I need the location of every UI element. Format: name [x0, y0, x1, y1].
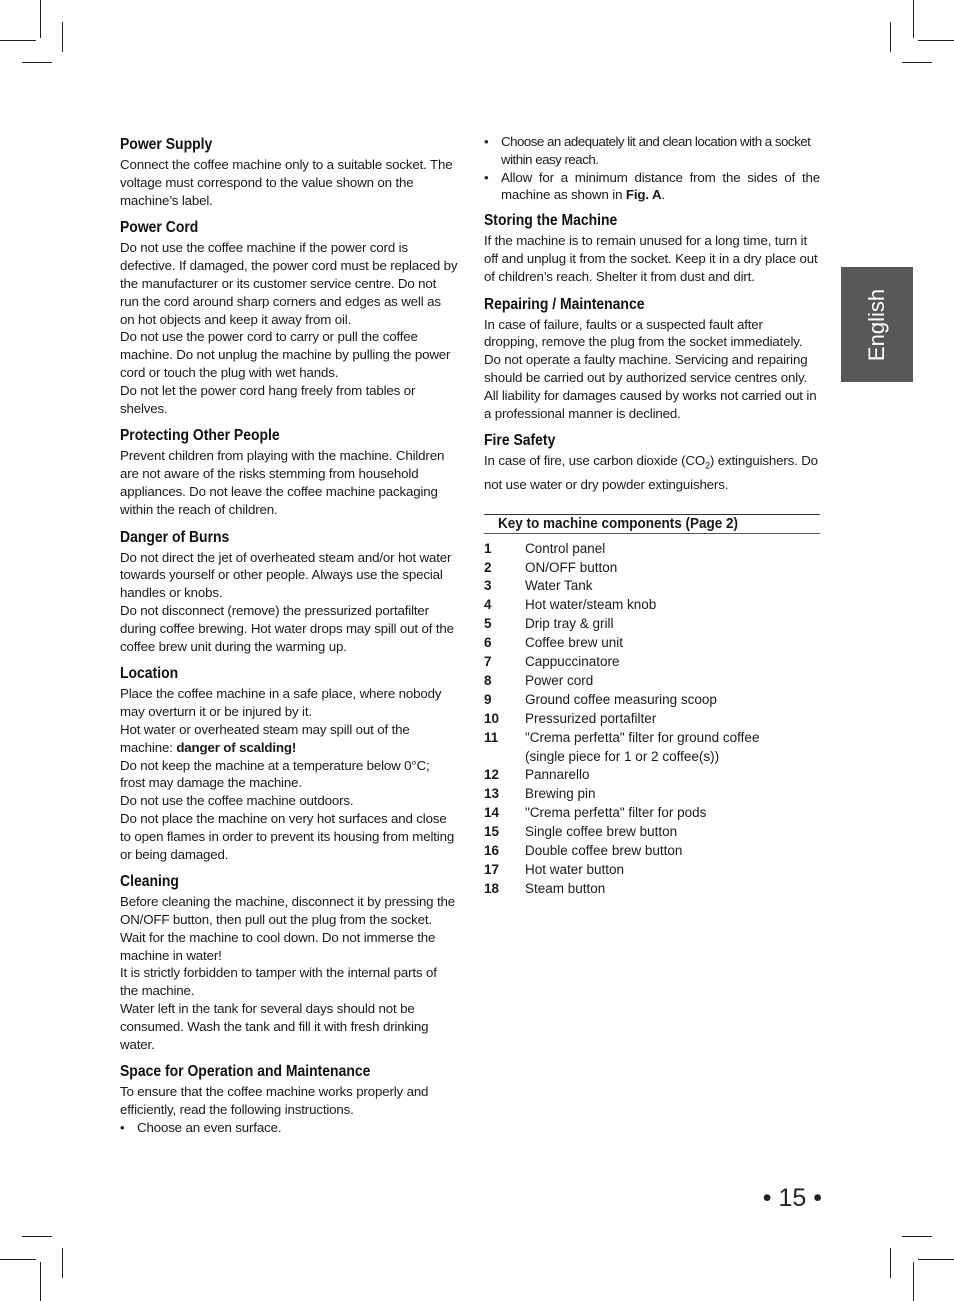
- item-number: 17: [484, 862, 500, 878]
- left-column: [120, 136, 458, 1147]
- crop-mark: [40, 0, 41, 38]
- bullet-text: Allow for a minimum distance from the sides of the machine as shown in: [501, 169, 820, 203]
- list-item: [484, 861, 820, 880]
- list-item: [484, 766, 820, 785]
- subscript: 2: [705, 461, 710, 472]
- item-number: 3: [484, 578, 492, 594]
- item-label: Single coffee brew button: [525, 824, 678, 840]
- paragraph-text: Hot water or overheated steam may spill out of the machine:: [120, 721, 410, 755]
- crop-mark: [0, 40, 36, 41]
- crop-mark: [913, 1262, 914, 1301]
- crop-mark: [22, 62, 52, 63]
- item-label: Steam button: [525, 880, 606, 896]
- item-label: ON/OFF button: [525, 559, 618, 575]
- item-number: 6: [484, 635, 492, 651]
- section-heading: Danger of Burns: [120, 528, 230, 546]
- item-number: 11: [484, 729, 499, 745]
- item-label: "Crema perfetta" filter for pods: [525, 805, 707, 821]
- bullet-text: Choose an adequately lit and clean location with a socket within easy reach.: [501, 134, 811, 167]
- section-heading: Fire Safety: [484, 432, 556, 450]
- section-danger-of-burns: [120, 529, 458, 656]
- item-number: 8: [484, 672, 492, 688]
- section-location: [120, 665, 458, 863]
- list-item: [484, 540, 820, 559]
- bullet-dot: •: [484, 169, 489, 185]
- paragraph: If the machine is to remain unused for a long time, turn it off and unplug it from the socket. Keep it in a dry place out of children’s reach. Shelter it from dust and dirt.: [484, 233, 818, 284]
- list-item: [484, 653, 820, 672]
- warning-text: danger of scalding!: [176, 739, 297, 755]
- paragraph-text: ) extinguishers. Do not use water or dry powder extinguishers.: [484, 453, 818, 492]
- list-item: [484, 748, 820, 767]
- language-label: English: [864, 288, 889, 361]
- section-repairing-maintenance: [484, 296, 820, 423]
- bullet-item: [484, 133, 820, 169]
- section-heading: Location: [120, 665, 179, 683]
- paragraph-text: In case of fire, use carbon dioxide (CO: [484, 453, 706, 469]
- item-number: 4: [484, 597, 492, 613]
- crop-mark: [22, 1236, 52, 1237]
- item-label: "Crema perfetta" filter for ground coffee: [525, 729, 760, 745]
- section-protecting-other-people: [120, 427, 458, 518]
- right-column: [484, 133, 820, 899]
- section-heading: Power Supply: [120, 136, 213, 153]
- crop-mark: [902, 1236, 932, 1237]
- item-label: Cappuccinatore: [525, 654, 620, 670]
- bullet-text: Choose an even surface.: [137, 1120, 282, 1136]
- list-item: [484, 785, 820, 804]
- section-heading: Protecting Other People: [120, 427, 280, 445]
- list-item: [484, 577, 820, 596]
- paragraph: In case of failure, faults or a suspected fault after dropping, remove the plug from the socket immediately. Do not operate a faulty machine. Servicing and repairing should be carried out by authorized service centres only. All liability for damages caused by works not carried out in a professional manner is declined.: [484, 316, 817, 421]
- paragraph: To ensure that the coffee machine works properly and efficiently, read the following instructions.: [120, 1084, 429, 1118]
- item-label: Brewing pin: [525, 786, 596, 802]
- paragraph: [120, 721, 458, 757]
- bullet-text-end: .: [661, 187, 665, 203]
- item-number: 1: [484, 540, 492, 556]
- item-number: 12: [484, 767, 500, 783]
- list-item: [484, 729, 820, 748]
- figure-reference: Fig. A: [625, 187, 662, 203]
- section-storing-the-machine: [484, 212, 820, 285]
- crop-mark: [918, 40, 954, 41]
- bullet-item: [120, 1119, 458, 1137]
- item-number: 14: [484, 805, 500, 821]
- item-label: Pannarello: [525, 767, 590, 783]
- paragraph: Do not use the coffee machine if the power cord is defective. If damaged, the power cord must be replaced by the manufacturer or its customer service centre. Do not run the cord around sharp corners and edges as well as on hot objects and keep it away from oil.: [120, 240, 458, 327]
- item-label: Double coffee brew button: [525, 843, 683, 859]
- paragraph: Connect the coffee machine only to a suitable socket. The voltage must correspond to the value shown on the machine’s label.: [120, 157, 453, 208]
- paragraph: Do not place the machine on very hot surfaces and close to open flames in order to prevent its housing from melting or being damaged.: [120, 810, 455, 862]
- language-tab: [841, 267, 913, 382]
- list-item: [484, 842, 820, 861]
- crop-mark: [62, 22, 63, 52]
- list-item: [484, 615, 820, 634]
- paragraph: Do not use the coffee machine outdoors.: [120, 793, 354, 809]
- list-item: [484, 880, 820, 899]
- page-number: • 15 •: [762, 1184, 822, 1212]
- section-power-supply: [120, 136, 458, 209]
- item-label: (single piece for 1 or 2 coffee(s)): [525, 748, 720, 764]
- section-heading: Storing the Machine: [484, 212, 618, 230]
- item-label: Water Tank: [525, 578, 593, 594]
- section-fire-safety: [484, 432, 820, 493]
- list-item: [484, 710, 820, 729]
- item-label: Ground coffee measuring scoop: [525, 691, 717, 707]
- component-key-list: [484, 540, 820, 899]
- paragraph: Place the coffee machine in a safe place, where nobody may overturn it or be injured by it.: [120, 686, 442, 720]
- list-item: [484, 634, 820, 653]
- crop-mark: [918, 1259, 954, 1260]
- paragraph: Do not use the power cord to carry or pull the coffee machine. Do not unplug the machine by pulling the power cord or touch the plug with wet hands.: [120, 329, 451, 380]
- list-item: [484, 691, 820, 710]
- item-number: [484, 748, 525, 767]
- crop-mark: [62, 1248, 63, 1278]
- item-number: 10: [484, 710, 500, 726]
- crop-mark: [902, 62, 932, 63]
- key-header: [484, 514, 820, 534]
- paragraph: Water left in the tank for several days should not be consumed. Wash the tank and fill it with fresh drinking water.: [120, 1001, 429, 1052]
- section-cleaning: [120, 873, 458, 1053]
- section-heading: Power Cord: [120, 219, 199, 237]
- paragraph: Before cleaning the machine, disconnect it by pressing the ON/OFF button, then pull out the plug from the socket. Wait for the machine to cool down. Do not immerse the machine in water!: [120, 894, 456, 963]
- list-item: [484, 804, 820, 823]
- bullet-item: [484, 169, 820, 205]
- item-label: Pressurized portafilter: [525, 710, 657, 726]
- list-item: [484, 596, 820, 615]
- section-heading: Space for Operation and Maintenance: [120, 1063, 371, 1081]
- crop-mark: [890, 22, 891, 52]
- section-heading: Repairing / Maintenance: [484, 295, 645, 313]
- section-power-cord: [120, 219, 458, 417]
- item-label: Hot water button: [525, 862, 625, 878]
- item-number: 15: [484, 824, 500, 840]
- bullet-list: [484, 133, 820, 204]
- bullet-dot: •: [484, 134, 489, 149]
- bullet-dot: •: [120, 1120, 125, 1136]
- crop-mark: [0, 1259, 36, 1260]
- crop-mark: [40, 1262, 41, 1301]
- item-label: Coffee brew unit: [525, 635, 624, 651]
- item-number: 2: [484, 559, 492, 575]
- paragraph: Do not direct the jet of overheated steam and/or hot water towards yourself or other people. Always use the special handles or knobs.: [120, 549, 452, 601]
- section-heading: Cleaning: [120, 873, 179, 891]
- item-number: 5: [484, 616, 492, 632]
- crop-mark: [890, 1248, 891, 1278]
- item-number: 16: [484, 843, 500, 859]
- paragraph: It is strictly forbidden to tamper with the internal parts of the machine.: [120, 965, 437, 999]
- paragraph: [484, 452, 820, 493]
- item-number: 9: [484, 691, 492, 707]
- item-label: Power cord: [525, 672, 594, 688]
- paragraph: Prevent children from playing with the machine. Children are not aware of the risks stemming from household appliances. Do not leave the coffee machine packaging within the reach of children.: [120, 448, 445, 517]
- item-label: Hot water/steam knob: [525, 597, 657, 613]
- crop-mark: [913, 0, 914, 38]
- paragraph: Do not disconnect (remove) the pressurized portafilter during coffee brewing. Hot water drops may spill out of the coffee brew unit during the warming up.: [120, 602, 454, 654]
- item-number: 13: [484, 786, 500, 802]
- item-number: 7: [484, 654, 492, 670]
- item-number: 18: [484, 880, 500, 896]
- list-item: [484, 823, 820, 842]
- list-item: [484, 559, 820, 578]
- paragraph: Do not let the power cord hang freely from tables or shelves.: [120, 382, 416, 416]
- item-label: Control panel: [525, 540, 606, 556]
- key-title: Key to machine components (Page 2): [498, 514, 739, 532]
- section-space-for-operation: [120, 1063, 458, 1136]
- paragraph: Do not keep the machine at a temperature below 0°C; frost may damage the machine.: [120, 757, 430, 791]
- item-label: Drip tray & grill: [525, 616, 614, 632]
- list-item: [484, 672, 820, 691]
